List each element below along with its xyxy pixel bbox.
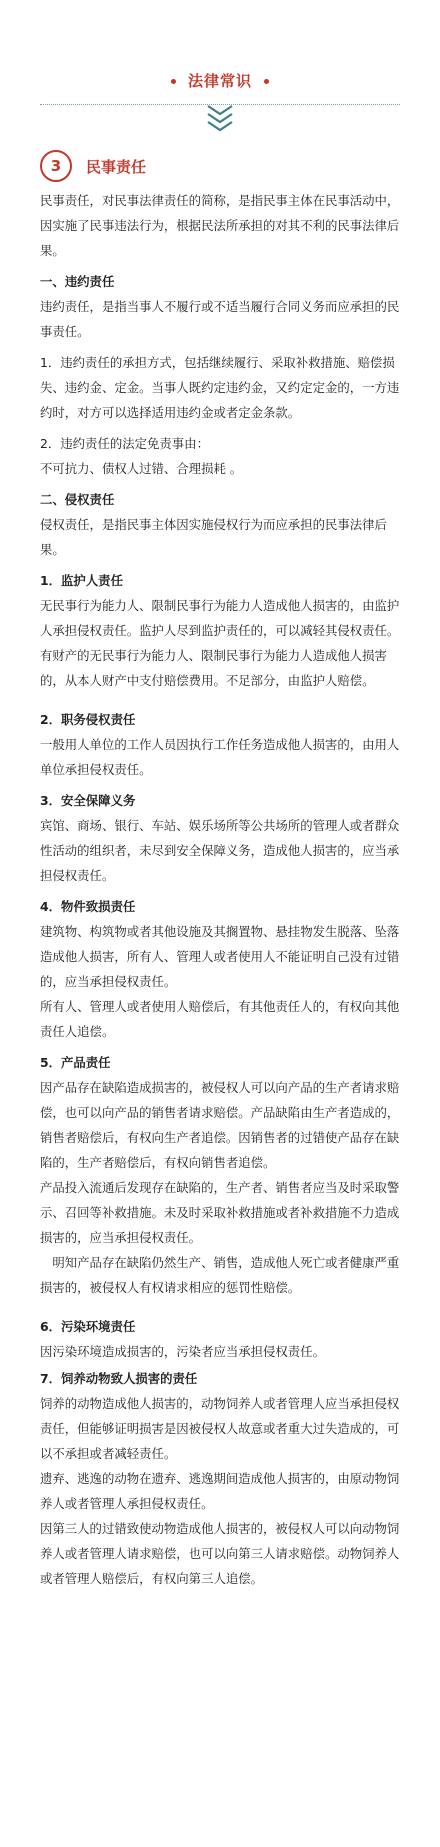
animal-paragraph-1: 饲养的动物造成他人损害的，动物饲养人或者管理人应当承担侵权责任，但能够证明损害是因被侵权人故意或者重大过失造成的，可以不承担或者减轻责任。 [40, 1396, 400, 1461]
breach-point-2-detail: 不可抗力、债权人过错、合理损耗 。 [40, 461, 243, 476]
animal-paragraph-3: 因第三人的过错致使动物造成他人损害的，被侵权人可以向动物饲养人或者管理人请求赔偿，也可以向第三人请求赔偿。动物饲养人或者管理人赔偿后，有权向第三人追偿。 [40, 1521, 400, 1586]
section-heading [40, 150, 400, 184]
right-dot-icon [264, 79, 269, 84]
animal-paragraph-2: 遗弃、逃逸的动物在遗弃、逃逸期间造成他人损害的，由原动物饲养人或者管理人承担侵权责任。 [40, 1471, 400, 1511]
section-number-badge: 3 [40, 150, 72, 182]
breach-definition: 违约责任，是指当事人不履行或不适当履行合同义务而应承担的民事责任。 [40, 299, 400, 339]
header-title-row [0, 70, 440, 91]
safety-paragraph: 宾馆、商场、银行、车站、娱乐场所等公共场所的管理人或者群众性活动的组织者，未尽到安全保障义务，造成他人损害的，应当承担侵权责任。 [40, 818, 400, 883]
subheading-pollution: 6．污染环境责任 [40, 1319, 136, 1334]
left-dot-icon [171, 79, 176, 84]
product-paragraph-2: 产品投入流通后发现存在缺陷的，生产者、销售者应当及时采取警示、召回等补救措施。未及时采取补救措施或者补救措施不力造成损害的，应当承担侵权责任。 [40, 1180, 400, 1245]
breach-point-2: 2．违约责任的法定免责事由： [40, 436, 209, 451]
subheading-product: 5．产品责任 [40, 1055, 111, 1070]
subheading-animal: 7．饲养动物致人损害的责任 [40, 1371, 198, 1386]
subheading-guardian: 1．监护人责任 [40, 573, 123, 588]
object-paragraph-2: 所有人、管理人或者使用人赔偿后，有其他责任人的，有权向其他责任人追偿。 [40, 999, 400, 1039]
breach-point-1: 1．违约责任的承担方式，包括继续履行、采取补救措施、赔偿损失、违约金、定金。当事人既约定违约金，又约定定金的，一方违约时，对方可以选择适用违约金或者定金条款。 [40, 355, 400, 420]
heading-tort: 二、侵权责任 [40, 492, 115, 507]
subheading-object: 4．物件致损责任 [40, 899, 136, 914]
heading-breach: 一、违约责任 [40, 274, 115, 289]
subheading-employment: 2．职务侵权责任 [40, 712, 136, 727]
subheading-safety: 3．安全保障义务 [40, 793, 136, 808]
chevron-down-icon [200, 100, 240, 140]
intro-paragraph: 民事责任，对民事法律责任的简称，是指民事主体在民事活动中，因实施了民事违法行为，根据民法所承担的对其不利的民事法律后果。 [40, 193, 400, 258]
tort-definition: 侵权责任，是指民事主体因实施侵权行为而应承担的民事法律后果。 [40, 517, 387, 557]
product-paragraph-1: 因产品存在缺陷造成损害的，被侵权人可以向产品的生产者请求赔偿，也可以向产品的销售者请求赔偿。产品缺陷由生产者造成的，销售者赔偿后，有权向生产者追偿。因销售者的过错使产品存在缺陷的，生产者赔偿后，有权向销售者追偿。 [40, 1080, 400, 1170]
pollution-paragraph: 因污染环境造成损害的，污染者应当承担侵权责任。 [40, 1344, 325, 1359]
product-paragraph-3: 明知产品存在缺陷仍然生产、销售，造成他人死亡或者健康严重损害的，被侵权人有权请求相应的惩罚性赔偿。 [40, 1255, 400, 1295]
employment-paragraph: 一般用人单位的工作人员因执行工作任务造成他人损害的，由用人单位承担侵权责任。 [40, 737, 400, 777]
object-paragraph-1: 建筑物、构筑物或者其他设施及其搁置物、悬挂物发生脱落、坠落造成他人损害，所有人、管理人或者使用人不能证明自己没有过错的，应当承担侵权责任。 [40, 924, 400, 989]
guardian-paragraph-2: 有财产的无民事行为能力人、限制民事行为能力人造成他人损害的，从本人财产中支付赔偿费用。不足部分，由监护人赔偿。 [40, 648, 387, 688]
guardian-paragraph-1: 无民事行为能力人、限制民事行为能力人造成他人损害的，由监护人承担侵权责任。监护人尽到监护责任的，可以减轻其侵权责任。 [40, 598, 400, 638]
article-header [0, 0, 440, 140]
article-body [40, 188, 404, 1591]
header-title: 法律常识 [187, 72, 252, 90]
section-title: 民事责任 [86, 158, 147, 176]
